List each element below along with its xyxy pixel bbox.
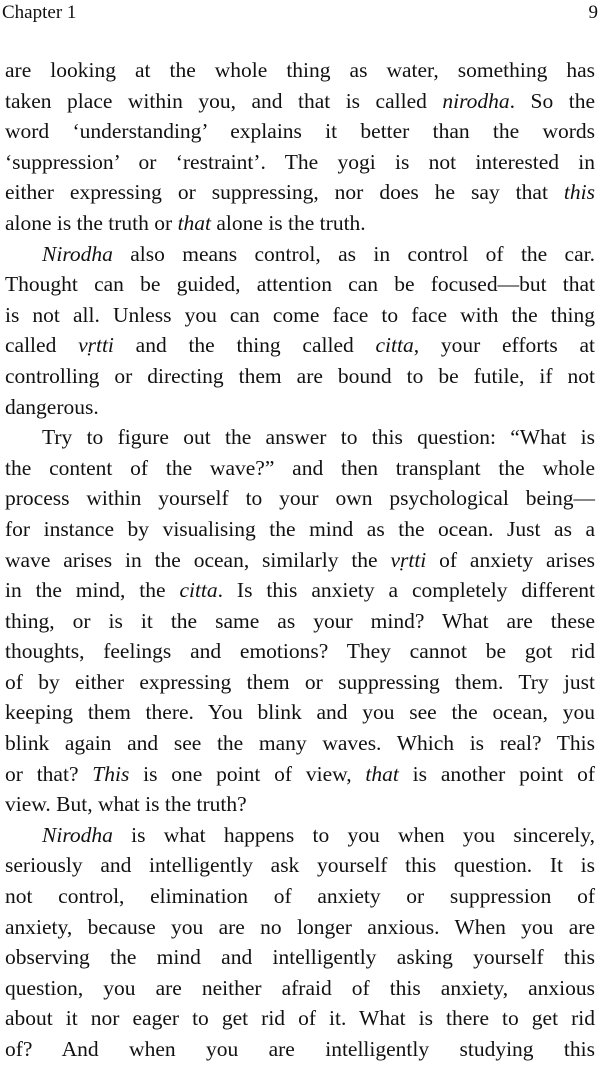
text-run: about it nor eager to get rid of it. What is there to get rid [5, 1006, 595, 1031]
italic-term: citta [179, 578, 218, 603]
page-number: 9 [588, 2, 598, 23]
text-line [5, 514, 595, 545]
text-line [5, 361, 595, 392]
text-line [5, 606, 595, 637]
italic-term: vṛtti [390, 547, 427, 572]
text-run: taken place within you, and that is called [5, 88, 443, 113]
text-run: are looking at the whole thing as water, something has [5, 58, 595, 82]
body-text [5, 55, 595, 1065]
chapter-label: Chapter 1 [2, 2, 77, 23]
italic-term: nirodha [442, 88, 510, 113]
text-run: also means control, as in control of the car. [112, 241, 595, 266]
text-line [5, 239, 595, 270]
text-line [5, 820, 595, 851]
text-run: is what happens to you when you sincerely, [112, 822, 595, 847]
text-run: keeping them there. You blink and you see the ocean, you [5, 700, 595, 725]
text-line [5, 422, 595, 453]
text-line [5, 330, 595, 361]
text-run: is not all. Unless you can come face to face with the thing [5, 302, 595, 327]
text-line [5, 208, 595, 239]
text-run: anxiety, because you are no longer anxious. When you are [5, 914, 595, 939]
text-line [5, 177, 595, 208]
text-line [5, 116, 595, 147]
text-line [5, 453, 595, 484]
text-run: alone is the truth. [211, 210, 366, 235]
text-run: word ‘understanding’ explains it better than the words [5, 119, 595, 144]
text-run: dangerous. [5, 394, 99, 419]
text-run: question, you are neither afraid of this anxiety, anxious [5, 975, 595, 1000]
text-run: alone is the truth or [5, 210, 178, 235]
text-run: either expressing or suppressing, nor does he say that [5, 180, 564, 205]
text-run: of anxiety arises [426, 547, 595, 572]
text-run: for instance by visualising the mind as the ocean. Just as a [5, 516, 595, 541]
text-line [5, 973, 595, 1004]
text-run: seriously and intelligently ask yourself this question. It is [5, 853, 595, 878]
italic-term: vṛtti [78, 333, 114, 358]
paragraph [5, 820, 595, 1065]
text-line [5, 545, 595, 576]
text-run: of by either expressing them or suppressing them. Try just [5, 669, 595, 694]
italic-term: that [177, 210, 212, 235]
text-line [5, 55, 595, 86]
text-line [5, 759, 595, 790]
text-run: . Is this anxiety a completely different [217, 578, 596, 603]
italic-term: Nirodha [42, 241, 113, 266]
text-run: view. But, what is the truth? [5, 792, 247, 817]
text-run: process within yourself to your own psychological being— [5, 486, 595, 511]
text-run: wave arises in the ocean, similarly the [5, 547, 391, 572]
text-run: the content of the wave?” and then transplant the whole [5, 455, 595, 480]
text-line [5, 1003, 595, 1034]
text-line [5, 483, 595, 514]
text-run: in the mind, the [5, 578, 180, 603]
text-line [5, 942, 595, 973]
text-line [5, 881, 595, 912]
text-line [5, 300, 595, 331]
text-line [5, 667, 595, 698]
text-line [5, 728, 595, 759]
italic-term: citta [375, 333, 414, 358]
text-run: , your efforts at [413, 333, 595, 358]
text-run: thing, or is it the same as your mind? What are these [5, 608, 595, 633]
italic-term: Nirodha [42, 822, 113, 847]
italic-term: this [563, 180, 595, 205]
text-line [5, 850, 595, 881]
italic-term: that [365, 761, 399, 786]
paragraph [5, 422, 595, 820]
text-run: or that? [5, 761, 93, 786]
text-line [5, 147, 595, 178]
text-line [5, 1034, 595, 1065]
text-line [5, 697, 595, 728]
text-line [5, 912, 595, 943]
italic-term: This [92, 761, 130, 786]
text-run: controlling or directing them are bound to be futile, if not [5, 363, 595, 388]
text-line [5, 392, 595, 423]
text-run: blink again and see the many waves. Which is real? This [5, 731, 595, 756]
text-run: Thought can be guided, attention can be focused—but that [5, 272, 595, 297]
text-run: Try to figure out the answer to this question: “What is [42, 425, 595, 450]
paragraph [5, 239, 595, 423]
text-run: . So the [509, 88, 595, 113]
text-run: is one point of view, [129, 761, 366, 786]
text-run: of? And when you are intelligently studying this [5, 1037, 595, 1061]
text-run: is another point of [398, 761, 595, 786]
running-header [2, 2, 598, 24]
text-line [5, 575, 595, 606]
text-line [5, 789, 595, 820]
text-run: and the thing called [113, 333, 376, 358]
paragraph [5, 55, 595, 239]
text-line [5, 86, 595, 117]
text-line [5, 636, 595, 667]
text-run: thoughts, feelings and emotions? They cannot be got rid [5, 639, 595, 664]
text-run: ‘suppression’ or ‘restraint’. The yogi is not interested in [5, 149, 595, 174]
text-line [5, 269, 595, 300]
text-run: observing the mind and intelligently asking yourself this [5, 945, 595, 970]
text-run: called [5, 333, 79, 358]
text-run: not control, elimination of anxiety or suppression of [5, 884, 595, 909]
